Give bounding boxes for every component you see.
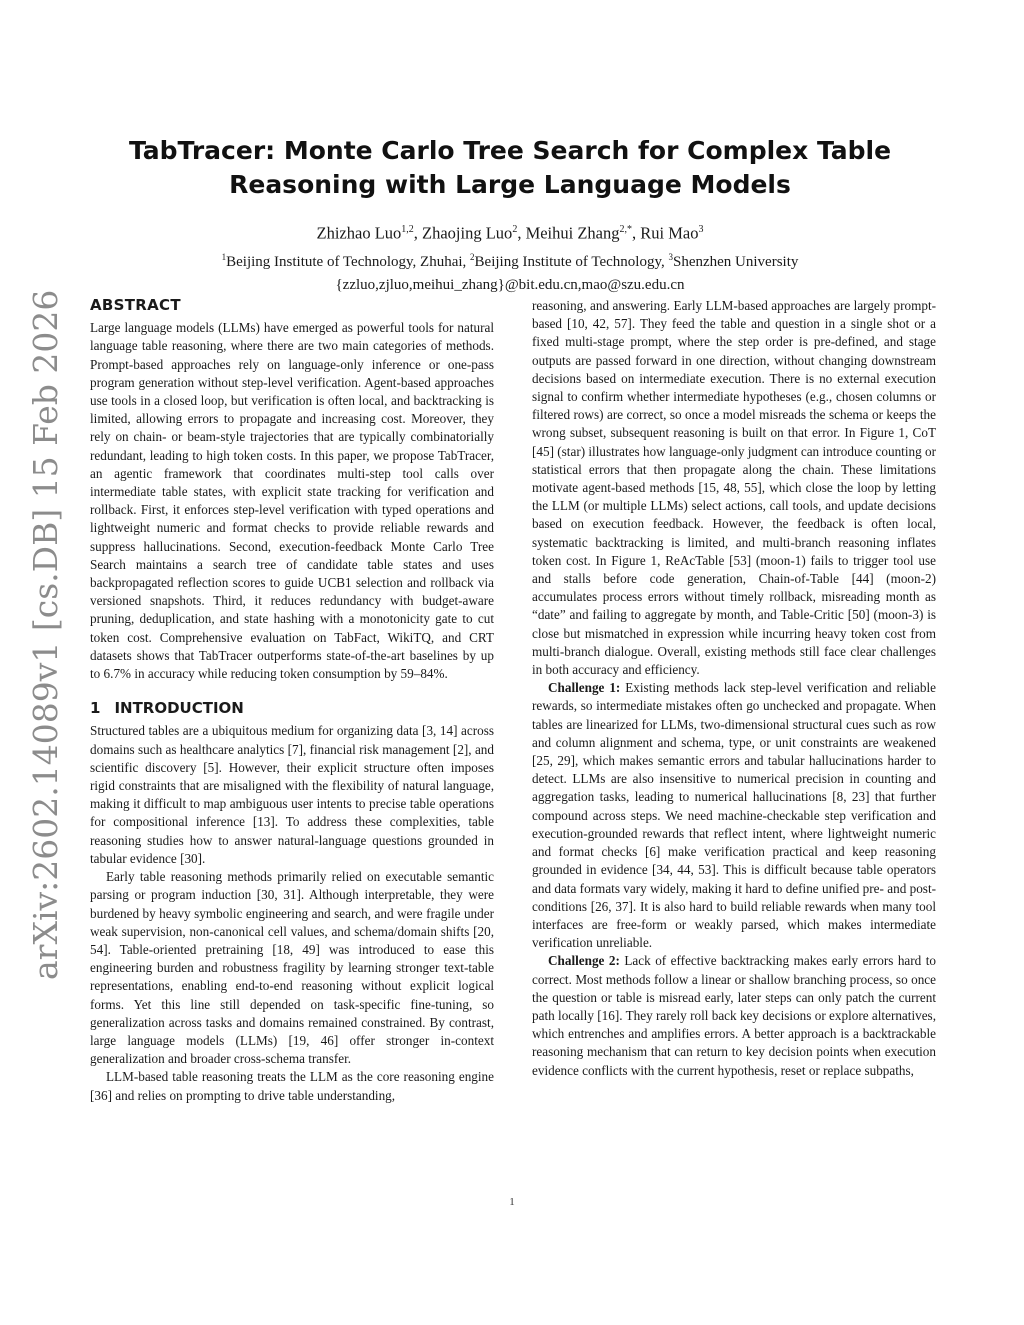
affil-marker: 3 [668, 251, 673, 262]
abstract-heading: ABSTRACT [90, 296, 181, 314]
paragraph: LLM-based table reasoning treats the LLM as the core reasoning engine [36] and relies on prompting to drive table understanding, [90, 1069, 494, 1103]
left-column [90, 296, 494, 1105]
affiliation: Beijing Institute of Technology, Zhuhai, [226, 253, 471, 270]
affiliation: Beijing Institute of Technology, [474, 253, 669, 270]
section-title: INTRODUCTION [114, 699, 244, 718]
author-affil-marker: 2 [512, 224, 518, 235]
paragraph: Early table reasoning methods primarily relied on executable semantic parsing or program induction [30, 31]. Although interpretable, they were burdened by heavy symbolic engineering and search, and were fragile under weak supervision, non-canonical cell values, and schema/domain shifts [20, 54]. Table-oriented pretraining [18, 49] was introduced to ease this engineering burden and robustness fragility by learning stronger text-table representations, enabling end-to-end reasoning without explicit logical forms. Yet this line still depended on task-specific fine-tuning, so generalization across tasks and domains remained constrained. By contrast, large language models (LLMs) [19, 46] offer stronger in-context generalization and broader cross-schema transfer. [90, 869, 494, 1067]
challenge-2-text: Lack of effective backtracking makes early errors hard to correct. Most methods follow a linear or shallow branching process, so once the question or table is misread early, later steps can only patch the current path locally [16]. They rarely roll back key decisions or explore alternatives, which entrenches and amplifies errors. A better approach is a backtrackable reasoning mechanism that can return to key decision points when execution evidence conflicts with the current hypothesis, reset or replace subpaths, [532, 953, 937, 1078]
paragraph: Structured tables are a ubiquitous medium for organizing data [3, 14] across domains such as healthcare analytics [7], financial risk management [2], and scientific discovery [5]. However, their explicit structure often imposes rigid constraints that are misaligned with the flexibility of natural language, making it difficult to map ambiguous user intents to precise table operations for compositional inference [13]. To address these complexities, table reasoning studies how to answer natural-language questions grounded in tabular evidence [30]. [90, 723, 494, 866]
section-number: 1 [90, 699, 101, 718]
author-affil-marker: 3 [698, 224, 704, 235]
author-block [110, 220, 910, 295]
page-number: 1 [509, 1196, 515, 1208]
author-list [110, 220, 910, 244]
author-name: Zhaojing Luo [422, 223, 513, 243]
challenge-2-paragraph [532, 952, 936, 1079]
author-affil-marker: 1,2 [401, 224, 414, 235]
challenge-2-label: Challenge 2: [548, 953, 620, 969]
challenge-1-paragraph [532, 679, 936, 952]
paper-title [110, 134, 910, 202]
author-affil-marker: 2,* [619, 224, 633, 235]
affiliations [110, 247, 910, 272]
affil-marker: 2 [470, 251, 475, 262]
challenge-1-label: Challenge 1: [548, 680, 621, 696]
author-emails: {zzluo,zjluo,meihui_zhang}@bit.edu.cn,mao@szu.edu.cn [335, 276, 685, 293]
author-separator: , [632, 223, 641, 243]
title-line-1: TabTracer: Monte Carlo Tree Search for Complex Table [128, 136, 892, 165]
challenge-1-text: Existing methods lack step-level verification and reliable rewards, so intermediate mistakes often go unchecked and propagate. When tables are linearized for LLMs, two-dimensional structural cues such as row and column alignment and schema, type, or unit constraints are weakened [25, 29], which makes semantic errors and tabular hallucinations harder to detect. LLMs are also insensitive to numerical precision in counting and aggregation tasks, leading to numerical hallucinations [8, 23] that further compound across steps. We need machine-checkable step verification and execution-grounded rewards that reflect intent, where lightweight numeric and format checks [6] make verification practical and keep reasoning grounded in evidence [34, 44, 53]. This is difficult because table operators and data formats vary widely, making it hard to define unified pre- and post-conditions [26, 37]. It is also hard to build reliable rewards when many tool interfaces are free-form or weakly parsed, which makes intermediate verification unreliable. [532, 680, 937, 951]
affil-marker: 1 [221, 251, 227, 262]
right-column [532, 297, 936, 1080]
author-name: Meihui Zhang [525, 223, 620, 243]
abstract-text: Large language models (LLMs) have emerged as powerful tools for natural language table reasoning, where there are two main categories of methods. Prompt-based approaches rely on language-only inference or one-pass program generation without step-level verification. Agent-based approaches use tools in a closed loop, but verification is often local, and backtracking is limited, allowing errors to propagate and increasing cost. Moreover, they rely on chain- or beam-style trajectories that are typically combinatorially redundant, leading to high token costs. In this paper, we propose TabTracer, an agentic framework that coordinates multi-step tool calls over intermediate table states, with explicit state tracking for verification and rollback. First, it enforces step-level verification with typed operations and lightweight numeric and format checks to provide reliable rewards and suppress hallucinations. Second, execution-feedback Monte Carlo Tree Search maintains a search tree of candidate table states and uses backpropagated reflection scores to guide UCB1 selection and rollback via versioned snapshots. Third, it reduces redundancy with budget-aware pruning, deduplication, and state hashing with a monotonicity gate to cut token cost. Comprehensive evaluation on TabFact, WikiTQ, and CRT datasets shows that TabTracer outperforms state-of-the-art baselines by up to 6.7% in accuracy while reducing token consumption by 59–84%. [90, 320, 494, 682]
author-separator: , [413, 223, 423, 243]
author-name: Rui Mao [640, 223, 699, 243]
author-separator: , [517, 223, 526, 243]
affiliation: Shenzhen University [672, 253, 799, 270]
arxiv-identifier: arXiv:2602.14089v1 [cs.DB] 15 Feb 2026 [26, 289, 65, 980]
section-heading [90, 699, 494, 717]
paragraph: reasoning, and answering. Early LLM-based approaches are largely prompt-based [10, 42, 57]. They feed the table and question in a single shot or a fixed multi-stage prompt, where the step order is pre-defined, and stage outputs are passed forward in one direction, without changing downstream decisions based on intermediate execution. There is no external execution signal to confirm whether intermediate hypotheses (e.g., chosen columns or filtered rows) are correct, so once a model misreads the schema or keeps the wrong subset, subsequent reasoning is built on that error. In Figure 1, CoT [45] (star) illustrates how language-only judgment can introduce counting or statistical errors that then propagate along the chain. These limitations motivate agent-based methods [15, 48, 55], which close the loop by letting the LLM (or multiple LLMs) select actions, call tools, and update decisions based on execution feedback. However, the feedback is often local, systematic backtracking is limited, and multi-branch reasoning inflates token cost. In Figure 1, ReAcTable [53] (moon-1) fails to trigger tool use and stalls before code generation, Chain-of-Table [44] (moon-2) accumulates process errors without timely rollback, misreading month as “date” and failing to aggregate by month, and Table-Critic [50] (moon-3) is close but mismatched in expression while incurring heavy token cost from multi-branch dialogue. Overall, existing methods still face clear challenges in both accuracy and efficiency. [532, 298, 936, 678]
author-name: Zhizhao Luo [316, 223, 402, 243]
title-line-2: Reasoning with Large Language Models [229, 170, 791, 199]
